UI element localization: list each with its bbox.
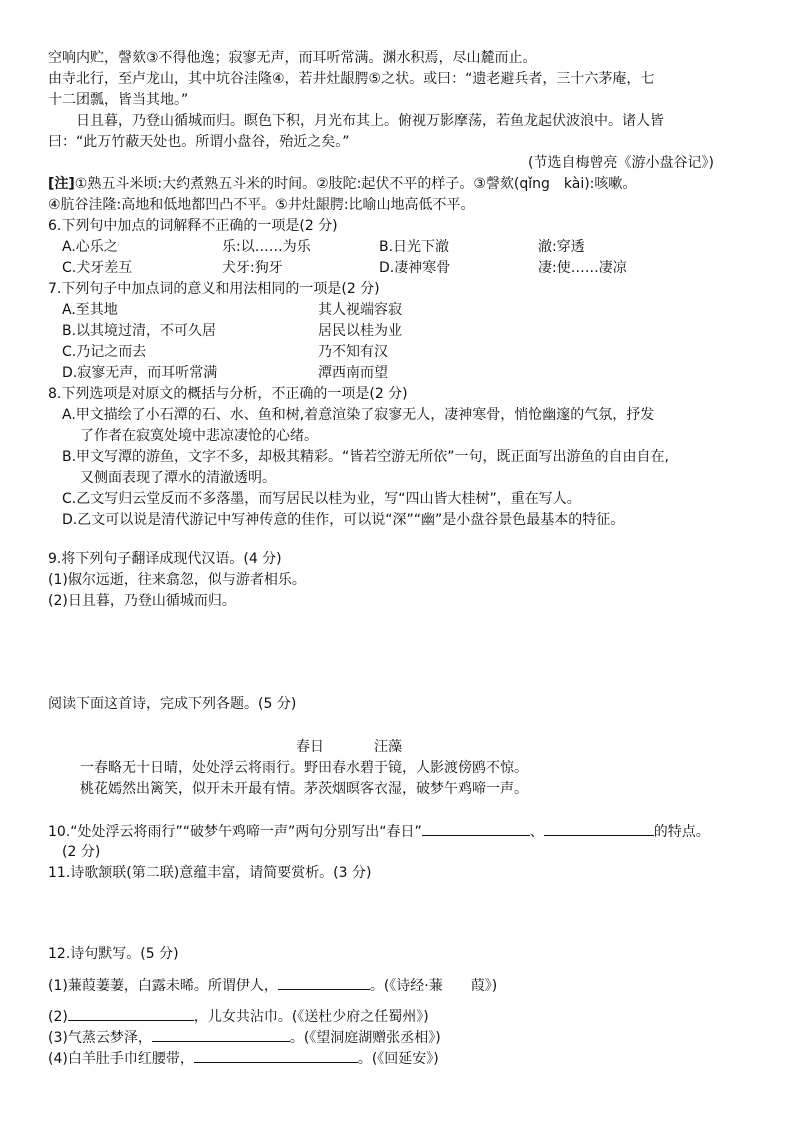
annotation-tag: [注] (48, 176, 75, 192)
q6-option-c-explanation: 犬牙:狗牙 (222, 260, 283, 276)
q12-item-3-prefix: (3)气蒸云梦泽， (48, 1030, 152, 1046)
q7-option-b-right: 居民以桂为业 (318, 323, 402, 339)
poem-line-1: 一春略无十日晴，处处浮云将雨行。野田春水碧于镜，人影渡傍鸥不惊。 (80, 760, 528, 776)
q7-option-a-right: 其人视端容寂 (318, 302, 402, 318)
passage-line-3: 十二团瓢，皆当其地。” (48, 92, 189, 108)
q12-item-1-prefix: (1)蒹葭萋萋，白露未晞。所谓伊人， (48, 978, 278, 994)
q8-option-c: C.乙文写归云堂反而不多落墨，而写居民以桂为业，写“四山皆大桂树”，重在写人。 (62, 491, 581, 507)
q10-blank-2[interactable] (544, 821, 654, 836)
q7-option-d-left: D.寂寥无声，而耳听常满 (62, 365, 218, 381)
q12-item-1-blank[interactable] (278, 975, 370, 990)
poem-intro: 阅读下面这首诗，完成下列各题。(5 分) (48, 696, 297, 712)
q10-text-part-2: 的特点。 (653, 824, 710, 840)
q8-stem: 8.下列选项是对原文的概括与分析，不正确的一项是(2 分) (48, 386, 408, 402)
q12-item-3-blank[interactable] (152, 1027, 290, 1042)
q8-option-d: D.乙文可以说是清代游记中写神传意的佳作，可以说“深”“幽”是小盘谷景色最基本的特征。 (62, 512, 625, 528)
q12-item-1 (48, 975, 497, 996)
poem-line-2: 桃花嫣然出篱笑，似开未开最有情。茅茨烟暝客衣湿，破梦午鸡啼一声。 (80, 781, 528, 797)
q8-option-a-line-2: 了作者在寂寞处境中悲凉凄怆的心绪。 (80, 428, 318, 444)
q10-separator: 、 (529, 824, 544, 840)
q12-item-3 (48, 1027, 441, 1048)
q11-stem: 11.诗歌颔联(第二联)意蕴丰富，请简要赏析。(3 分) (48, 865, 372, 881)
q9-stem: 9.将下列句子翻译成现代汉语。(4 分) (48, 551, 282, 567)
passage-source: (节选自梅曾亮《游小盘谷记》) (528, 155, 714, 171)
q6-option-a-explanation: 乐:以……为乐 (222, 239, 311, 255)
q6-option-d-explanation: 凄:使……凄凉 (538, 260, 627, 276)
q12-item-2-blank[interactable] (68, 1006, 194, 1021)
passage-line-4: 日且暮，乃登山循城而归。瞑色下积，月光布其上。俯视万影摩荡，若鱼龙起伏波浪中。诸人皆 (76, 113, 664, 129)
q6-option-c: C.犬牙差互 (62, 260, 133, 276)
q10-text-part-1: 10.“处处浮云将雨行”“破梦午鸡啼一声”两句分别写出“春日” (48, 824, 422, 840)
q6-option-b: B.日光下澈 (379, 239, 450, 255)
annotation-text-1: ①熟五斗米顷:大约煮熟五斗米的时间。②肢陀:起伏不平的样子。③謦欬(qǐng kài):咳嗽。 (74, 176, 637, 192)
q9-sentence-1: (1)俶尔远逝，往来翕忽，似与游者相乐。 (48, 572, 306, 588)
q12-item-2-prefix: (2) (48, 1009, 68, 1025)
q10-line-1 (48, 821, 710, 842)
q12-item-3-suffix: 。(《望洞庭湖赠张丞相》) (289, 1030, 441, 1046)
q12-item-4-blank[interactable] (194, 1048, 358, 1063)
q8-option-b-line-1: B.甲文写潭的游鱼，文字不多，却极其精彩。“皆若空游无所依”一句，既正面写出游鱼的自由自在, (62, 449, 670, 465)
passage-line-1: 空响内贮，謦欬③不得他逸；寂寥无声，而耳听常满。渊水积焉，尽山麓而止。 (48, 50, 537, 66)
annotation-line-2: ④肮谷洼隆:高地和低地都凹凸不平。⑤井灶龈腭:比喻山地高低不平。 (48, 197, 475, 213)
q9-sentence-2: (2)日且暮，乃登山循城而归。 (48, 593, 236, 609)
annotation-line-1 (48, 174, 636, 194)
q7-stem: 7.下列句子中加点词的意义和用法相同的一项是(2 分) (48, 281, 380, 297)
q6-stem: 6.下列句中加点的词解释不正确的一项是(2 分) (48, 218, 338, 234)
q7-option-b-left: B.以其境过清，不可久居 (62, 323, 217, 339)
q12-item-1-suffix: 。(《诗经·蒹 葭》) (369, 978, 498, 994)
q12-item-4-suffix: 。(《回延安》) (357, 1051, 439, 1067)
q8-option-a-line-1: A.甲文描绘了小石潭的石、水、鱼和树,着意渲染了寂寥无人，凄神寒骨，悄怆幽邃的气氛，抒发 (62, 407, 655, 423)
q10-blank-1[interactable] (422, 821, 530, 836)
q12-item-4 (48, 1048, 439, 1069)
q12-item-2 (48, 1006, 429, 1027)
q12-item-2-suffix: ，儿女共沾巾。(《送杜少府之任蜀州》) (193, 1009, 429, 1025)
poem-author: 汪藻 (374, 739, 402, 755)
q6-option-a: A.心乐之 (62, 239, 118, 255)
q10-score: (2 分) (62, 844, 101, 860)
q7-option-c-right: 乃不知有汉 (318, 344, 388, 360)
q6-option-b-explanation: 澈:穿透 (538, 239, 585, 255)
q6-option-d: D.凄神寒骨 (379, 260, 451, 276)
q8-option-b-line-2: 又侧面表现了潭水的清澈透明。 (80, 470, 276, 486)
q7-option-a-left: A.至其地 (62, 302, 118, 318)
q12-item-4-prefix: (4)白羊肚手巾红腰带， (48, 1051, 194, 1067)
poem-title: 春日 (296, 739, 324, 755)
passage-line-2: 由寺北行，至卢龙山，其中坑谷洼隆④，若井灶龈腭⑤之状。或曰：“遗老避兵者，三十六茅庵，七 (48, 71, 655, 87)
passage-line-5: 曰：“此万竹蔽天处也。所谓小盘谷，殆近之矣。” (48, 134, 350, 150)
q7-option-d-right: 潭西南而望 (318, 365, 388, 381)
q7-option-c-left: C.乃记之而去 (62, 344, 147, 360)
q12-stem: 12.诗句默写。(5 分) (48, 946, 179, 962)
